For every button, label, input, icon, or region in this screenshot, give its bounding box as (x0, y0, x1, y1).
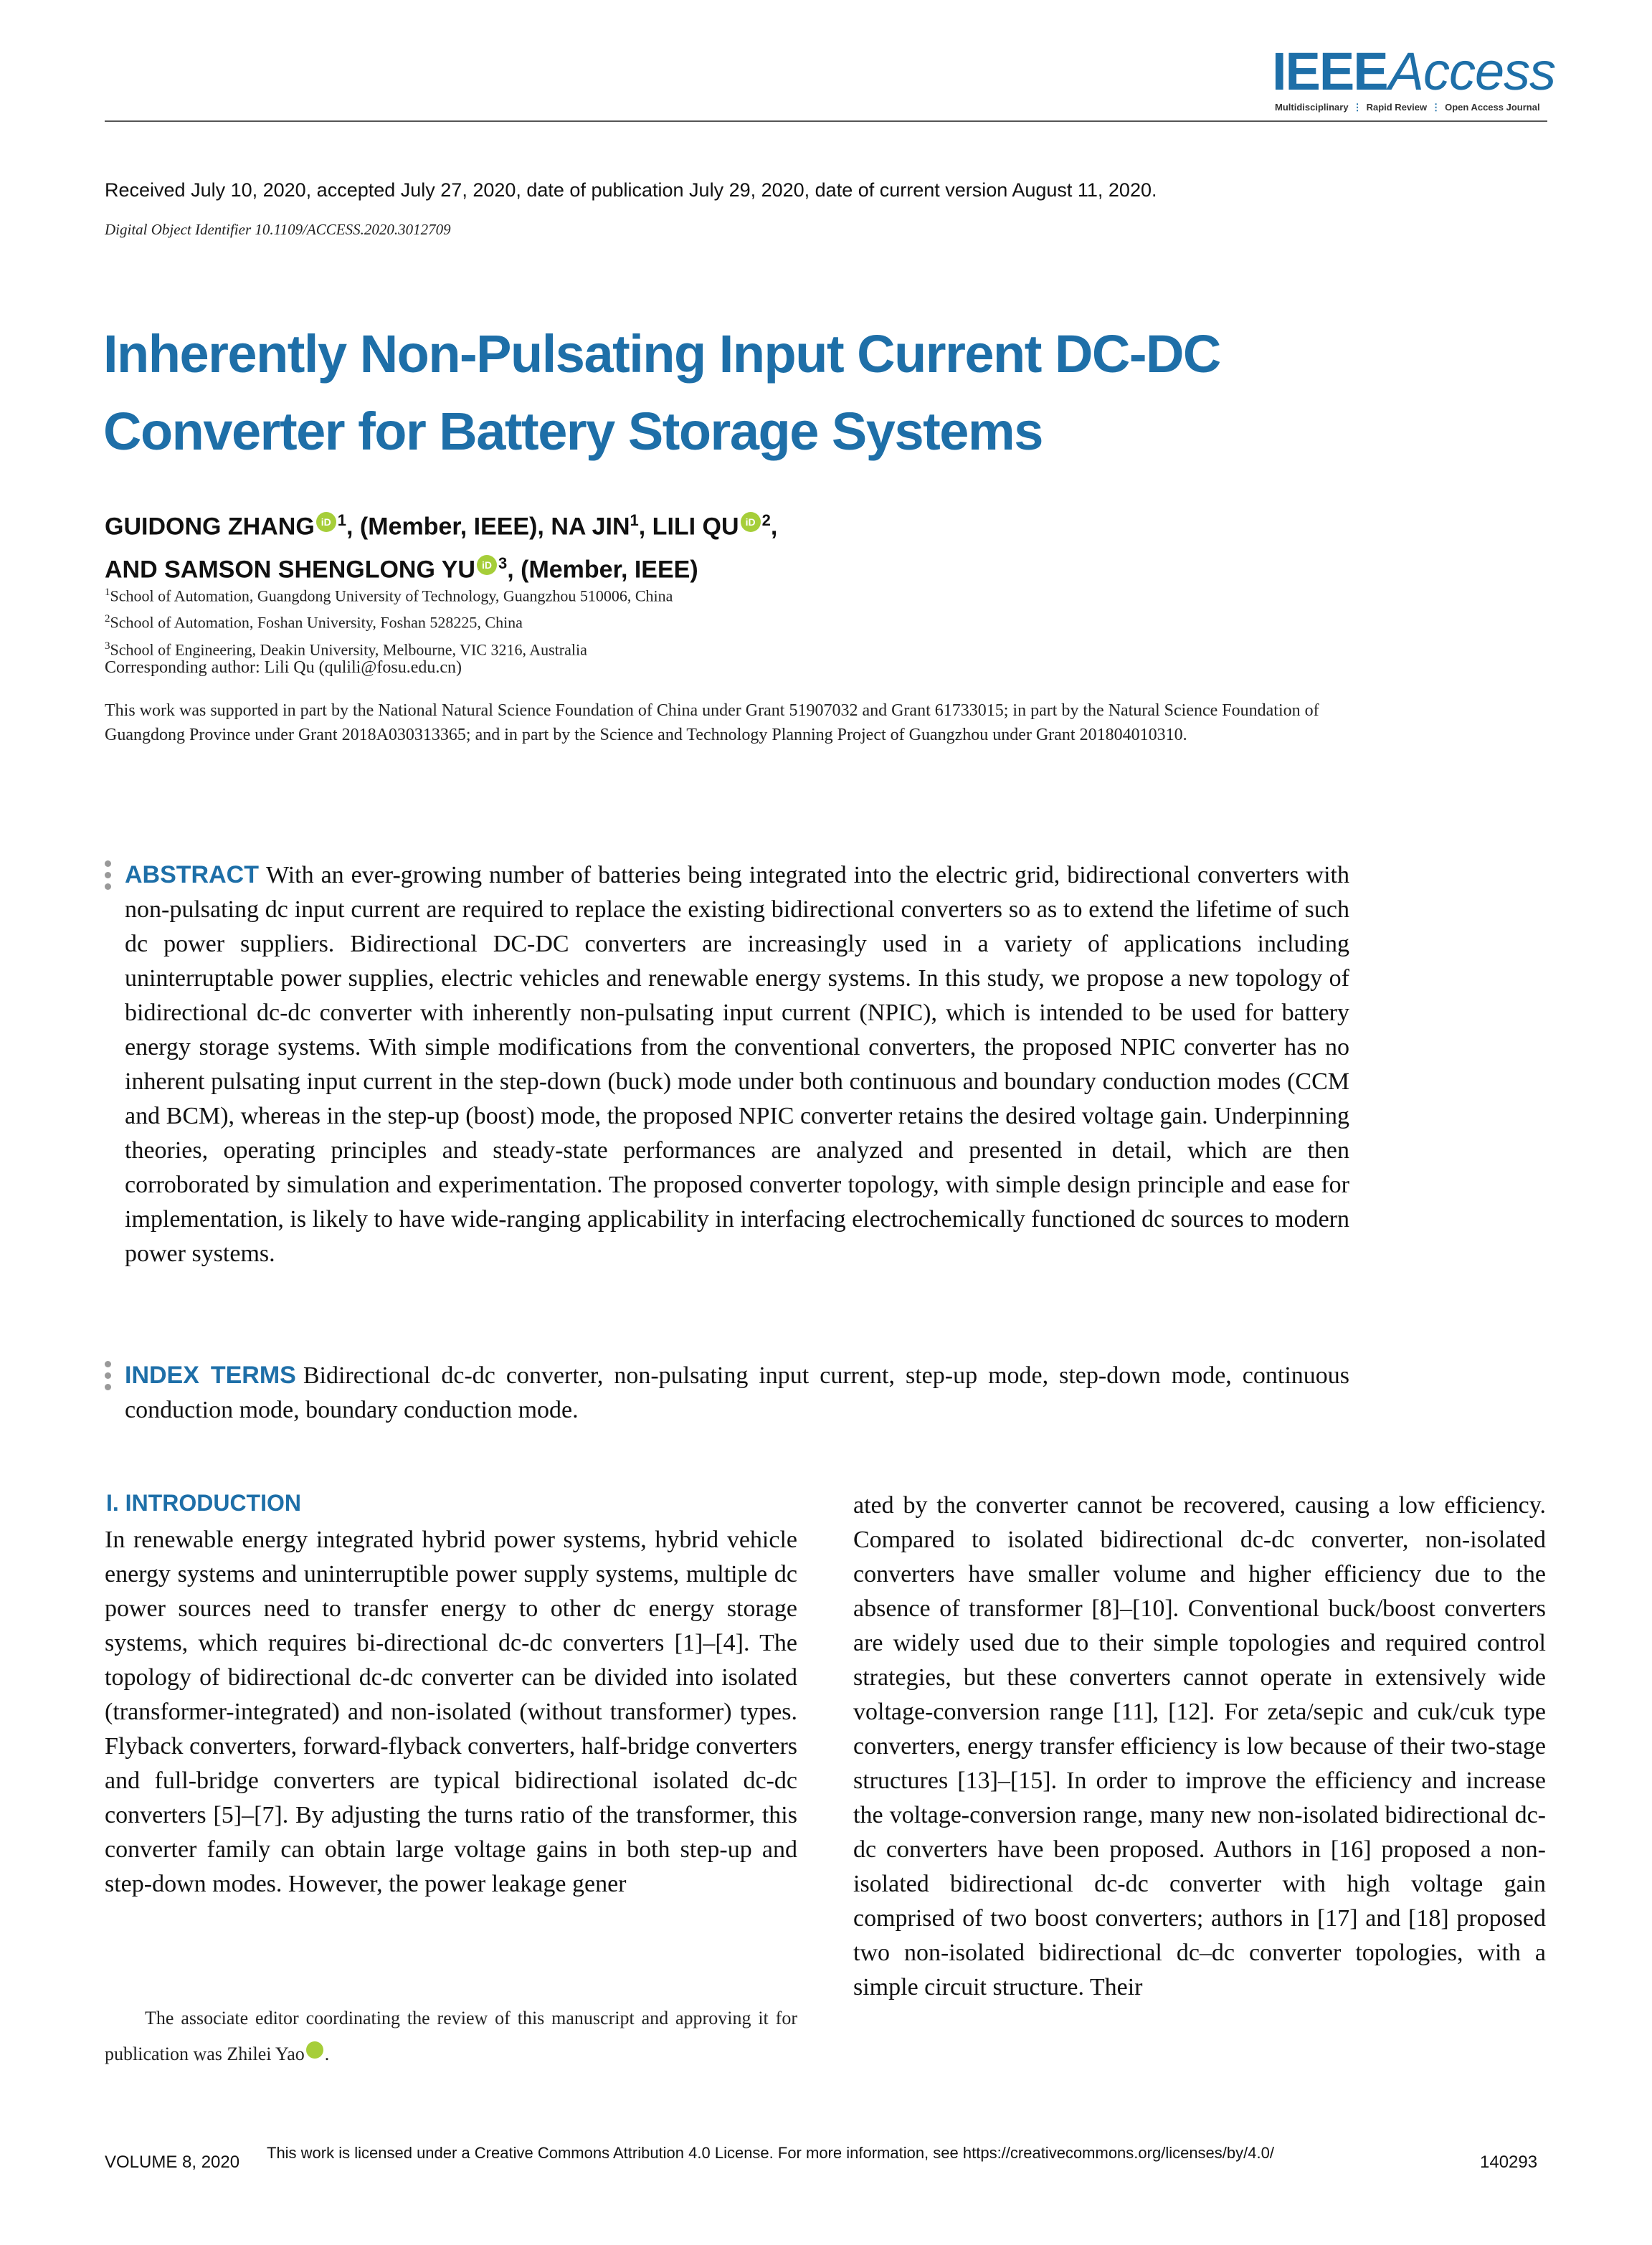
orcid-icon[interactable]: iD (477, 555, 497, 575)
logo-tagline-1: Multidisciplinary (1275, 102, 1349, 113)
author-name: GUIDONG ZHANG (105, 513, 315, 541)
paper-title (103, 315, 1466, 470)
corresponding-author: Corresponding author: Lili Qu (qulili@fosu.edu.cn) (105, 658, 462, 677)
section-marker-icon (105, 860, 112, 895)
editor-footnote (105, 2000, 797, 2072)
affiliation-item (105, 635, 673, 661)
doi-line: Digital Object Identifier 10.1109/ACCESS.2020.3012709 (105, 221, 451, 238)
orcid-icon[interactable]: iD (316, 512, 336, 532)
editor-footnote-tail: . (324, 2044, 330, 2064)
received-dates: Received July 10, 2020, accepted July 27, 2020, date of publication July 29, 2020, date of current version August 11, 2020. (105, 179, 1157, 201)
affiliation-text: School of Engineering, Deakin University, Melbourne, VIC 3216, Australia (110, 640, 587, 658)
section-heading: I. INTRODUCTION (106, 1490, 301, 1516)
affiliation-sup: 1 (105, 587, 110, 598)
affiliations (105, 581, 673, 661)
orcid-icon[interactable]: iD (306, 2041, 323, 2059)
funding-statement: This work was supported in part by the National Natural Science Foundation of China under Grant 51907032 and Grant 61733015; in part by the Natural Science Foundation of Guangdong Province under Grant 2018A030313365; and in part by the Science and Technology Planning Project of Guangzhou under Grant 201804010310. (105, 701, 1319, 744)
author-name: , LILI QU (638, 513, 739, 541)
affiliation-sup: 2 (105, 613, 110, 625)
footer-volume: VOLUME 8, 2020 (105, 2153, 240, 2172)
orcid-icon[interactable]: iD (741, 512, 761, 532)
header-divider (105, 120, 1547, 122)
intro-left-column: In renewable energy integrated hybrid power systems, hybrid vehicle energy systems and uninterruptible power supply systems, multiple dc power sources need to transfer energy to other dc energy storage systems, which requires bi-directional dc-dc converters [1]–[4]. The topology of bidirectional dc-dc converter can be divided into isolated (transformer-integrated) and non-isolated (without transformer) types. Flyback converters, forward-flyback converters, half-bridge converters and full-bridge converters are typical bidirectional isolated dc-dc converters [5]–[7]. By adjusting the turns ratio of the transformer, this converter family can obtain large voltage gains in both step-up and step-down modes. However, the power leakage gener (105, 1527, 797, 1897)
editor-footnote-text: The associate editor coordinating the review of this manuscript and approving it for publication was Zhilei Yao (105, 2008, 797, 2064)
title-line-1: Inherently Non-Pulsating Input Current DC-DC (103, 324, 1220, 384)
logo-tagline-2: Rapid Review (1366, 102, 1428, 113)
author-affil-sup: 1 (337, 511, 347, 529)
author-name: AND SAMSON SHENGLONG YU (105, 556, 475, 584)
logo-italic-text: Access (1388, 42, 1556, 101)
abstract-text: With an ever-growing number of batteries being integrated into the electric grid, bidirectional converters with non-pulsating dc input current are required to replace the existing bidirectional converters so as to extend the lifetime of such dc power suppliers. Bidirectional DC-DC converters are increasingly used in a variety of applications including uninterruptable power supplies, electric vehicles and renewable energy systems. In this study, we propose a new topology of bidirectional dc-dc converter with inherently non-pulsating input current (NPIC), which is intended to be used for battery energy storage systems. With simple modifications from the conventional converters, the proposed NPIC converter has no inherent pulsating input current in the step-down (buck) mode under both continuous and boundary conduction modes (CCM and BCM), whereas in the step-up (boost) mode, the proposed NPIC converter retains the desired voltage gain. Underpinning theories, operating principles and steady-state performances are analyzed and presented in detail, which are then corroborated by simulation and experimentation. The proposed converter topology, with simple design principle and ease for implementation, is likely to have wide-ranging applicability in interfacing electrochemically functioned dc sources to modern power systems. (125, 862, 1349, 1267)
author-role: , (Member, IEEE) (507, 556, 698, 584)
logo-tagline: Multidisciplinary ⋮ Rapid Review ⋮ Open Access Journal (1275, 102, 1540, 113)
author-affil-sup: 1 (630, 511, 639, 529)
affiliation-text: School of Automation, Foshan University, Foshan 528225, China (110, 613, 523, 632)
author-list (105, 502, 777, 589)
footer-page-number: 140293 (1480, 2153, 1538, 2172)
author-affil-sup: 2 (761, 511, 771, 529)
author-separator: , (770, 513, 778, 541)
intro-right-column: ated by the converter cannot be recovered, causing a low efficiency. Compared to isolated bidirectional dc-dc converter, non-isolated converters have smaller volume and higher efficiency due to the absence of transformer [8]–[10]. Conventional buck/boost converters are widely used due to their simple topologies and required control strategies, but these converters cannot operate in extensively wide voltage-conversion range [11], [12]. For zeta/sepic and cuk/cuk type converters, energy transfer efficiency is low because of their two-stage structures [13]–[15]. In order to improve the efficiency and increase the voltage-conversion range, many new non-isolated bidirectional dc-dc converters have been proposed. Authors in [16] proposed a non-isolated bidirectional dc-dc converter with high voltage gain comprised of two boost converters; authors in [17] and [18] proposed two non-isolated bidirectional dc–dc converter topologies, with a simple circuit structure. Their (853, 1492, 1546, 2000)
affiliation-sup: 3 (105, 640, 110, 652)
logo-tagline-3: Open Access Journal (1445, 102, 1540, 113)
author-role: , (Member, IEEE), NA JIN (346, 513, 630, 541)
abstract (125, 858, 1349, 1271)
abstract-label: ABSTRACT (125, 861, 259, 888)
author-affil-sup: 3 (498, 554, 508, 573)
affiliation-text: School of Automation, Guangdong University of Technology, Guangzhou 510006, China (110, 587, 673, 605)
title-line-2: Converter for Battery Storage Systems (103, 402, 1043, 461)
affiliation-item (105, 607, 673, 634)
index-terms (125, 1358, 1349, 1428)
footer-license[interactable]: This work is licensed under a Creative Commons Attribution 4.0 License. For more information, see https://creativecommons.org/licenses/by/4.0/ (267, 2144, 1274, 2162)
index-terms-text: Bidirectional dc-dc converter, non-pulsating input current, step-up mode, step-down mode, continuous conduction mode, boundary conduction mode. (125, 1362, 1349, 1423)
index-terms-label: INDEX TERMS (125, 1362, 296, 1389)
logo-bold-text: IEEE (1272, 42, 1387, 101)
section-marker-icon (105, 1361, 112, 1395)
affiliation-item (105, 581, 673, 607)
ieee-access-logo (1272, 42, 1555, 102)
